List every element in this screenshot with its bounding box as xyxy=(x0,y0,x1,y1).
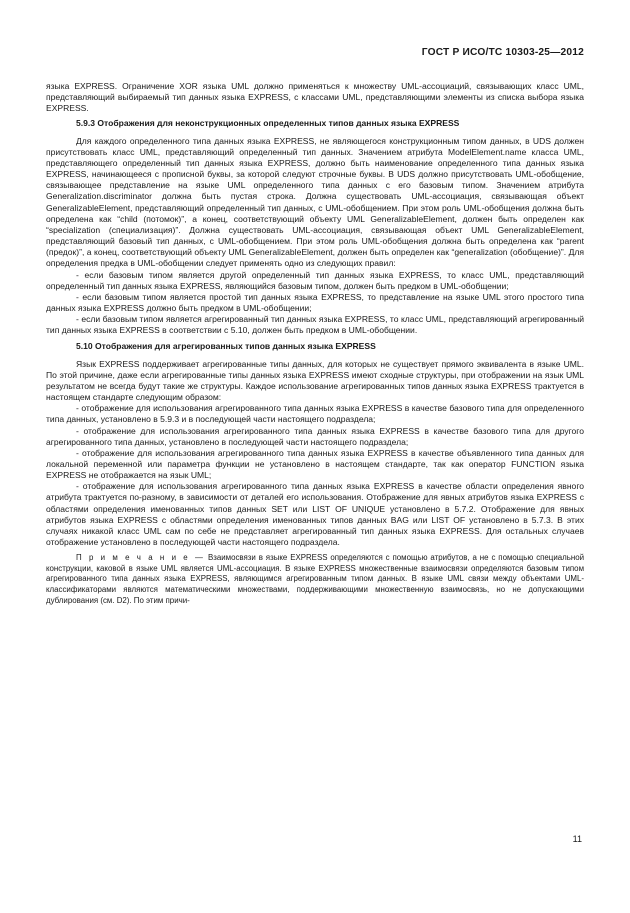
note-paragraph xyxy=(46,553,584,606)
note-label: П р и м е ч а н и е — xyxy=(76,553,206,563)
note-text: Взаимосвязи в языке EXPRESS определяются с помощью атрибутов, а не с помощью специальной конструкции, каковой в языке UML является UML-ассоциация. В языке EXPRESS множественные взаимосвязи определяются базовым типом агрегированного типа данных языка EXPRESS, являющимся агрегированным типом данных. В языке UML связи между объектами UML-классификаторами являются математическими множествами, поддерживающими множественную взаимосвязь, но не допускающими дублирования (см. D2). По этим причи- xyxy=(46,553,584,605)
page-number: 11 xyxy=(572,834,582,844)
document-page xyxy=(46,0,584,913)
paragraph-aggregate-types: Язык EXPRESS поддерживает агрегированные типы данных, для которых не существует прямого эквивалента в языке UML. По этой причине, даже если агрегированные типы данных языка EXPRESS имеют сходные структуры, при отображении на язык UML результатом не всегда будут такие же структуры. Каждое использование агрегированных типов данных языка EXPRESS трактуется в настоящем стандарте следующим образом: xyxy=(46,358,584,403)
list-item-rule-3: - если базовым типом является агрегированный тип данных языка EXPRESS, то класс UML, представляющий агрегированный тип данных языка EXPRESS в соответствии с 5.10, должен быть предком в UML-обобщении. xyxy=(46,314,584,336)
list-item-case-4: - отображение для использования агрегированного типа данных языка EXPRESS в качестве области определения явного атрибута трактуется по-разному, в зависимости от деталей его использования. Отображение для явных атрибутов языка EXPRESS с областями определения именованных типов данных SET или LIST OF UNIQUE установлено в 5.7.2. Отображение для явных атрибутов языка EXPRESS с областями определения именованных типов данных BAG или LIST OF установлено в 5.7.3. В этих случаях никакой класс UML сам по себе не представляет агрегированный тип данных языка EXPRESS. Для остальных случаев отображение установлено в последующей части настоящего подраздела. xyxy=(46,481,584,548)
paragraph-continuation: языка EXPRESS. Ограничение XOR языка UML должно применяться к множеству UML-ассоциаций, связывающих класс UML, представляющий выбираемый тип данных языка EXPRESS, с классами UML, представляющими элементы из списка выбора языка EXPRESS. xyxy=(46,81,584,114)
document-body xyxy=(46,81,584,606)
list-item-case-3: - отображение для использования агрегированного типа данных языка EXPRESS в качестве объявленного типа данных для локальной переменной или параметра функции не установлено в настоящем стандарте, так как оператор FUNCTION языка EXPRESS не отображается на язык UML; xyxy=(46,447,584,481)
list-item-rule-1: - если базовым типом является другой определенный тип данных языка EXPRESS, то класс UML, представляющий определенный тип данных языка EXPRESS, являющийся базовым типом, должен быть предком в UML-обобщении; xyxy=(46,269,584,291)
list-item-case-2: - отображение для использования агрегированного типа данных языка EXPRESS в качестве базового типа для другого агрегированного типа данных, установлено в последующей части настоящего подраздела; xyxy=(46,425,584,447)
list-item-rule-2: - если базовым типом является простой тип данных языка EXPRESS, то представление на языке UML этого простого типа данных языка EXPRESS должно быть предком в UML-обобщении; xyxy=(46,291,584,313)
section-heading-5-9-3: 5.9.3 Отображения для неконструкционных определенных типов данных языка EXPRESS xyxy=(76,118,460,129)
paragraph-defined-types: Для каждого определенного типа данных языка EXPRESS, не являющегося конструкционным типом данных, в UDS должен присутствовать класс UML, представляющий определенный тип данных. Значением атрибута ModelElement.name класса UML, представляющего определенный тип данных языка EXPRESS, должно быть наименование определенного типа данных языка EXPRESS, начинающееся с прописной буквы, за которой следуют строчные буквы. В UDS должно присутствовать UML-обобщение, связывающее представление на языке UML определенного типа данных с его базовым типом. Значением атрибута Generalization.discriminator должна быть пустая строка. Должна существовать UML-ассоциация, связывающая объект GeneralizableElement, представляющий определенный тип данных, с UML-обобщением. При этом роль UML-обобщения должна быть определена как “child (потомок)”, а конец, соответствующий объекту UML GeneralizableElement, должен быть определен как “specialization (специализация)”. Должна существовать UML-ассоциация, связывающая объект UML GeneralizableElement, представляющий базовый тип данных, с UML-обобщением. При этом роль UML-обобщения должна быть определена как “parent (предок)”, а конец, соответствующий объекту UML GeneralizableElement, должен быть определен как “generalization (обобщение)”. Для определения предка в UML-обобщении следует применять одно из следующих правил: xyxy=(46,135,584,269)
section-heading-5-10: 5.10 Отображения для агрегированных типов данных языка EXPRESS xyxy=(76,341,376,352)
document-code-header: ГОСТ Р ИСО/ТС 10303-25—2012 xyxy=(421,47,584,58)
list-item-case-1: - отображение для использования агрегированного типа данных языка EXPRESS в качестве базового типа для определенного типа данных, установлено в 5.9.3 и в последующей части настоящего подраздела; xyxy=(46,403,584,425)
